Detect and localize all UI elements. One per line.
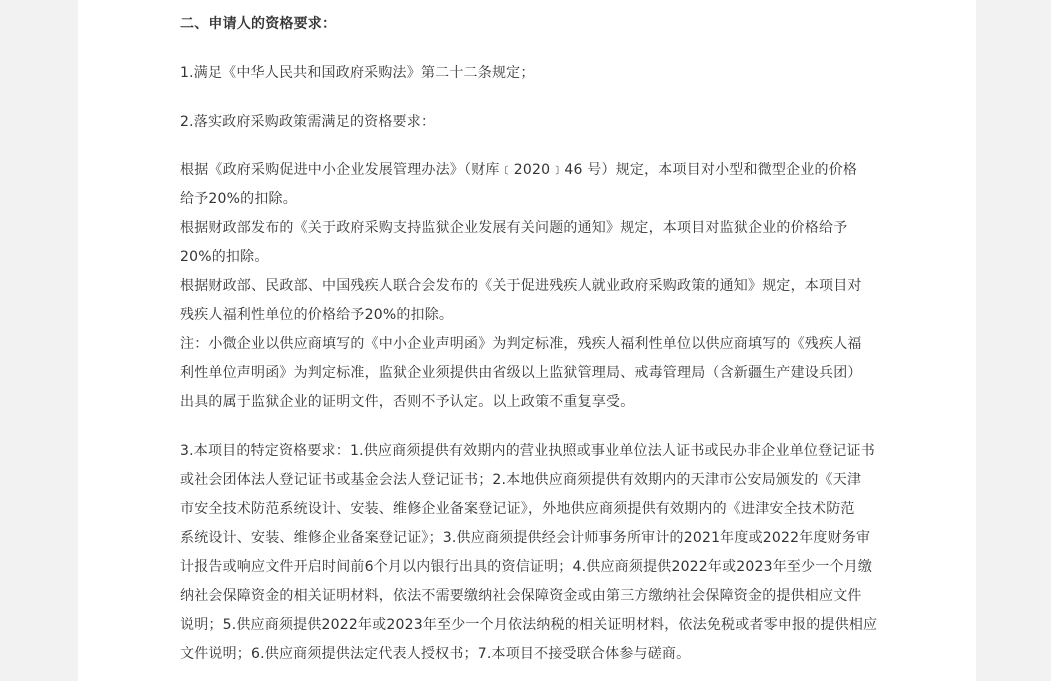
item3-line: 3.本项目的特定资格要求：1.供应商须提供有效期内的营业执照或事业单位法人证书或民办非企业单位登记证书 (180, 443, 875, 459)
item3-line: 计报告或响应文件开启时间前6个月以内银行出具的资信证明；4.供应商须提供2022年或2023年至少一个月缴 (180, 559, 873, 575)
policy-line: 根据《政府采购促进中小企业发展管理办法》（财库﹝2020﹞46 号）规定，本项目对小型和微型企业的价格 (180, 162, 858, 178)
policy-line: 20%的扣除。 (180, 249, 269, 265)
item3-line: 纳社会保障资金的相关证明材料，依法不需要缴纳社会保障资金或由第三方缴纳社会保障资金的提供相应文件 (180, 588, 862, 604)
item3-line: 市安全技术防范系统设计、安装、维修企业备案登记证》，外地供应商须提供有效期内的《进津安全技术防范 (180, 501, 855, 517)
item3-line: 说明；5.供应商须提供2022年或2023年至少一个月依法纳税的相关证明材料，依法免税或者零申报的提供相应 (180, 617, 878, 633)
requirement-item-1: 1.满足《中华人民共和国政府采购法》第二十二条规定； (180, 65, 535, 81)
policy-line: 残疾人福利性单位的价格给予20%的扣除。 (180, 307, 454, 323)
policy-block (180, 156, 885, 417)
requirement-item-2: 2.落实政府采购政策需满足的资格要求： (180, 114, 436, 130)
policy-line: 利性单位声明函》为判定标准，监狱企业须提供由省级以上监狱管理局、戒毒管理局（含新疆生产建设兵团） (180, 365, 862, 381)
item3-line: 或社会团体法人登记证书或基金会法人登记证书；2.本地供应商须提供有效期内的天津市公安局颁发的《天津 (180, 472, 862, 488)
document-page (78, 0, 976, 681)
requirement-item-3 (180, 437, 885, 669)
policy-line: 给予20%的扣除。 (180, 191, 297, 207)
policy-line: 根据财政部发布的《关于政府采购支持监狱企业发展有关问题的通知》规定，本项目对监狱企业的价格给予 (180, 220, 848, 236)
item3-line: 文件说明；6.供应商须提供法定代表人授权书；7.本项目不接受联合体参与磋商。 (180, 646, 691, 662)
item3-line: 系统设计、安装、维修企业备案登记证》；3.供应商须提供经会计师事务所审计的2021年度或2022年度财务审 (180, 530, 871, 546)
section-heading: 二、申请人的资格要求： (180, 16, 337, 32)
policy-line: 注：小微企业以供应商填写的《中小企业声明函》为判定标准，残疾人福利性单位以供应商填写的《残疾人福 (180, 336, 862, 352)
policy-line: 根据财政部、民政部、中国残疾人联合会发布的《关于促进残疾人就业政府采购政策的通知》规定，本项目对 (180, 278, 862, 294)
policy-line: 出具的属于监狱企业的证明文件，否则不予认定。以上政策不重复享受。 (180, 394, 635, 410)
